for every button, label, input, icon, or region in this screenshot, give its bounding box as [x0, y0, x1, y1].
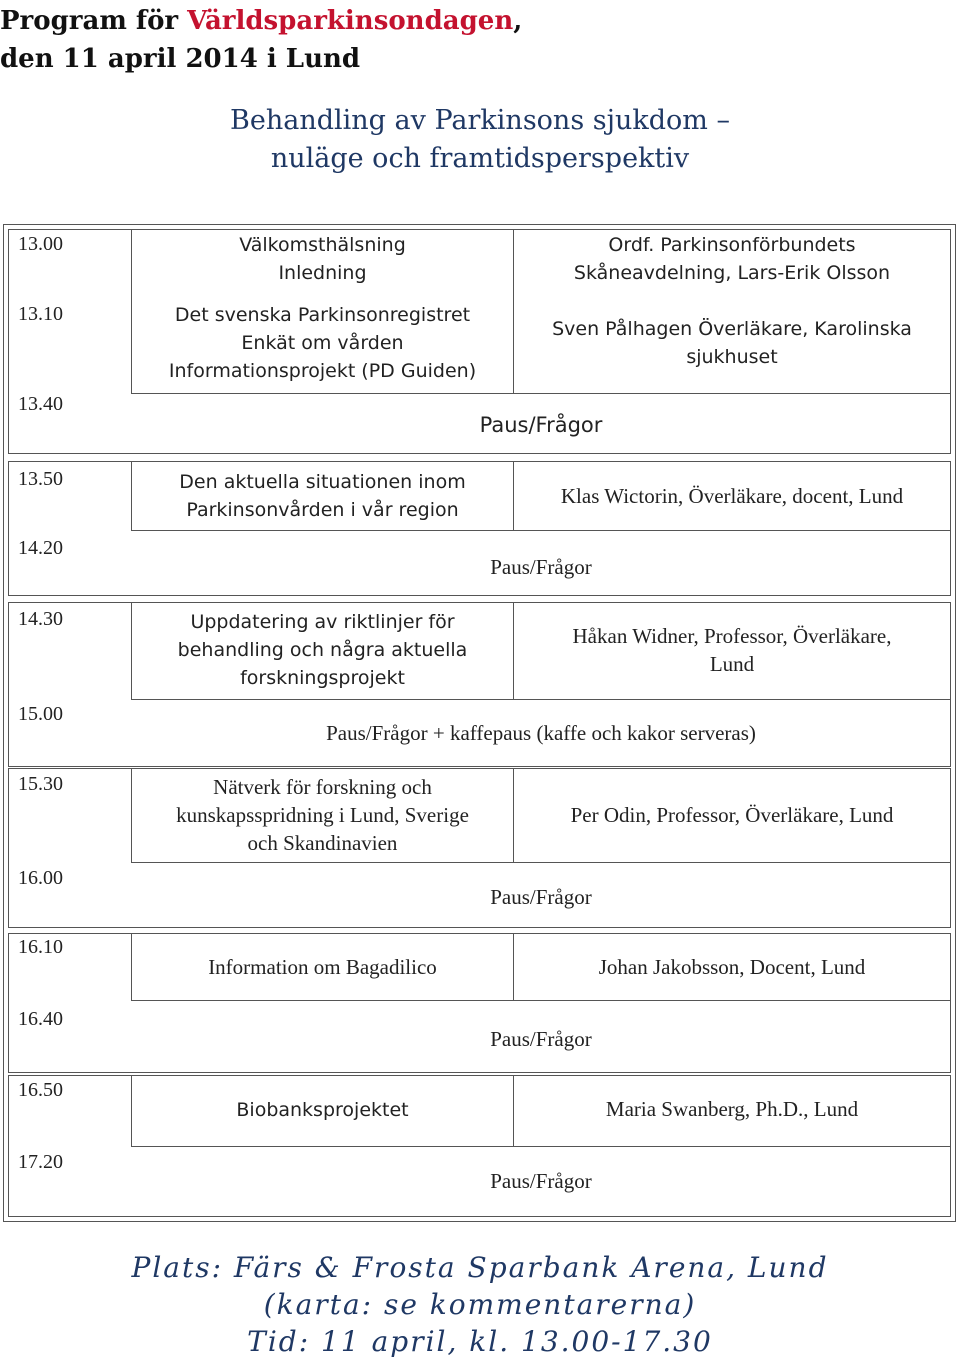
session-speaker: Ordf. Parkinsonförbundets Skåneavdelning, Lars-Erik Olsson: [573, 234, 891, 284]
pause-label: Paus/Frågor: [490, 555, 592, 579]
session-speaker: Per Odin, Professor, Överläkare, Lund: [570, 803, 894, 827]
time-label: 15.30: [18, 773, 63, 795]
session-topic: Välkomsthälsning Inledning: [239, 234, 406, 284]
time-label: 14.30: [18, 608, 63, 630]
pause-label: Paus/Frågor: [490, 1169, 592, 1193]
title-prefix: Program för: [0, 6, 188, 36]
session-topic: Nätverk för forskning och kunskapsspridning i Lund, Sverige och Skandinavien: [176, 775, 469, 855]
subtitle-line2: nuläge och framtidsperspektiv: [270, 143, 690, 174]
title-highlight: Världsparkinsondagen: [187, 6, 514, 36]
time-label: 16.00: [18, 867, 63, 889]
footer-map-note: (karta: se kommentarerna): [263, 1288, 697, 1321]
time-label: 16.50: [18, 1079, 63, 1101]
footer-place: Plats: Färs & Frosta Sparbank Arena, Lund: [131, 1251, 829, 1284]
time-label: 13.00: [18, 233, 63, 255]
time-label: 16.40: [18, 1008, 63, 1030]
schedule-table: [3, 224, 956, 1222]
time-label: 14.20: [18, 537, 63, 559]
pause-label: Paus/Frågor: [490, 885, 592, 909]
session-topic: Det svenska Parkinsonregistret Enkät om vården Informationsprojekt (PD Guiden): [168, 304, 477, 382]
time-label: 13.40: [18, 393, 63, 415]
session-speaker: Håkan Widner, Professor, Överläkare, Lund: [572, 624, 892, 676]
session-topic: Den aktuella situationen inom Parkinsonvården i vår region: [179, 471, 466, 521]
session-topic: Biobanksprojektet: [236, 1099, 409, 1121]
time-label: 16.10: [18, 936, 63, 958]
time-label: 17.20: [18, 1151, 63, 1173]
time-label: 13.50: [18, 468, 63, 490]
coffee-pause-label: Paus/Frågor + kaffepaus (kaffe och kakor serveras): [326, 721, 756, 745]
session-speaker: Maria Swanberg, Ph.D., Lund: [605, 1097, 859, 1121]
page-title: [0, 2, 960, 40]
subtitle-line1: Behandling av Parkinsons sjukdom –: [230, 105, 730, 136]
pause-label: Paus/Frågor: [490, 1027, 592, 1051]
page-title-date: den 11 april 2014 i Lund: [0, 44, 361, 74]
session-speaker: Sven Pålhagen Överläkare, Karolinska sjukhuset: [552, 318, 912, 368]
session-speaker: Klas Wictorin, Överläkare, docent, Lund: [560, 484, 904, 508]
session-speaker: Johan Jakobsson, Docent, Lund: [598, 955, 866, 979]
session-topic: Uppdatering av riktlinjer för behandling och några aktuella forskningsprojekt: [177, 611, 468, 689]
title-suffix: ,: [513, 6, 523, 36]
pause-label: Paus/Frågor: [479, 413, 603, 437]
session-topic: Information om Bagadilico: [208, 955, 437, 979]
time-label: 15.00: [18, 703, 63, 725]
footer-time: Tid: 11 april, kl. 13.00-17.30: [247, 1325, 713, 1358]
time-label: 13.10: [18, 303, 63, 325]
